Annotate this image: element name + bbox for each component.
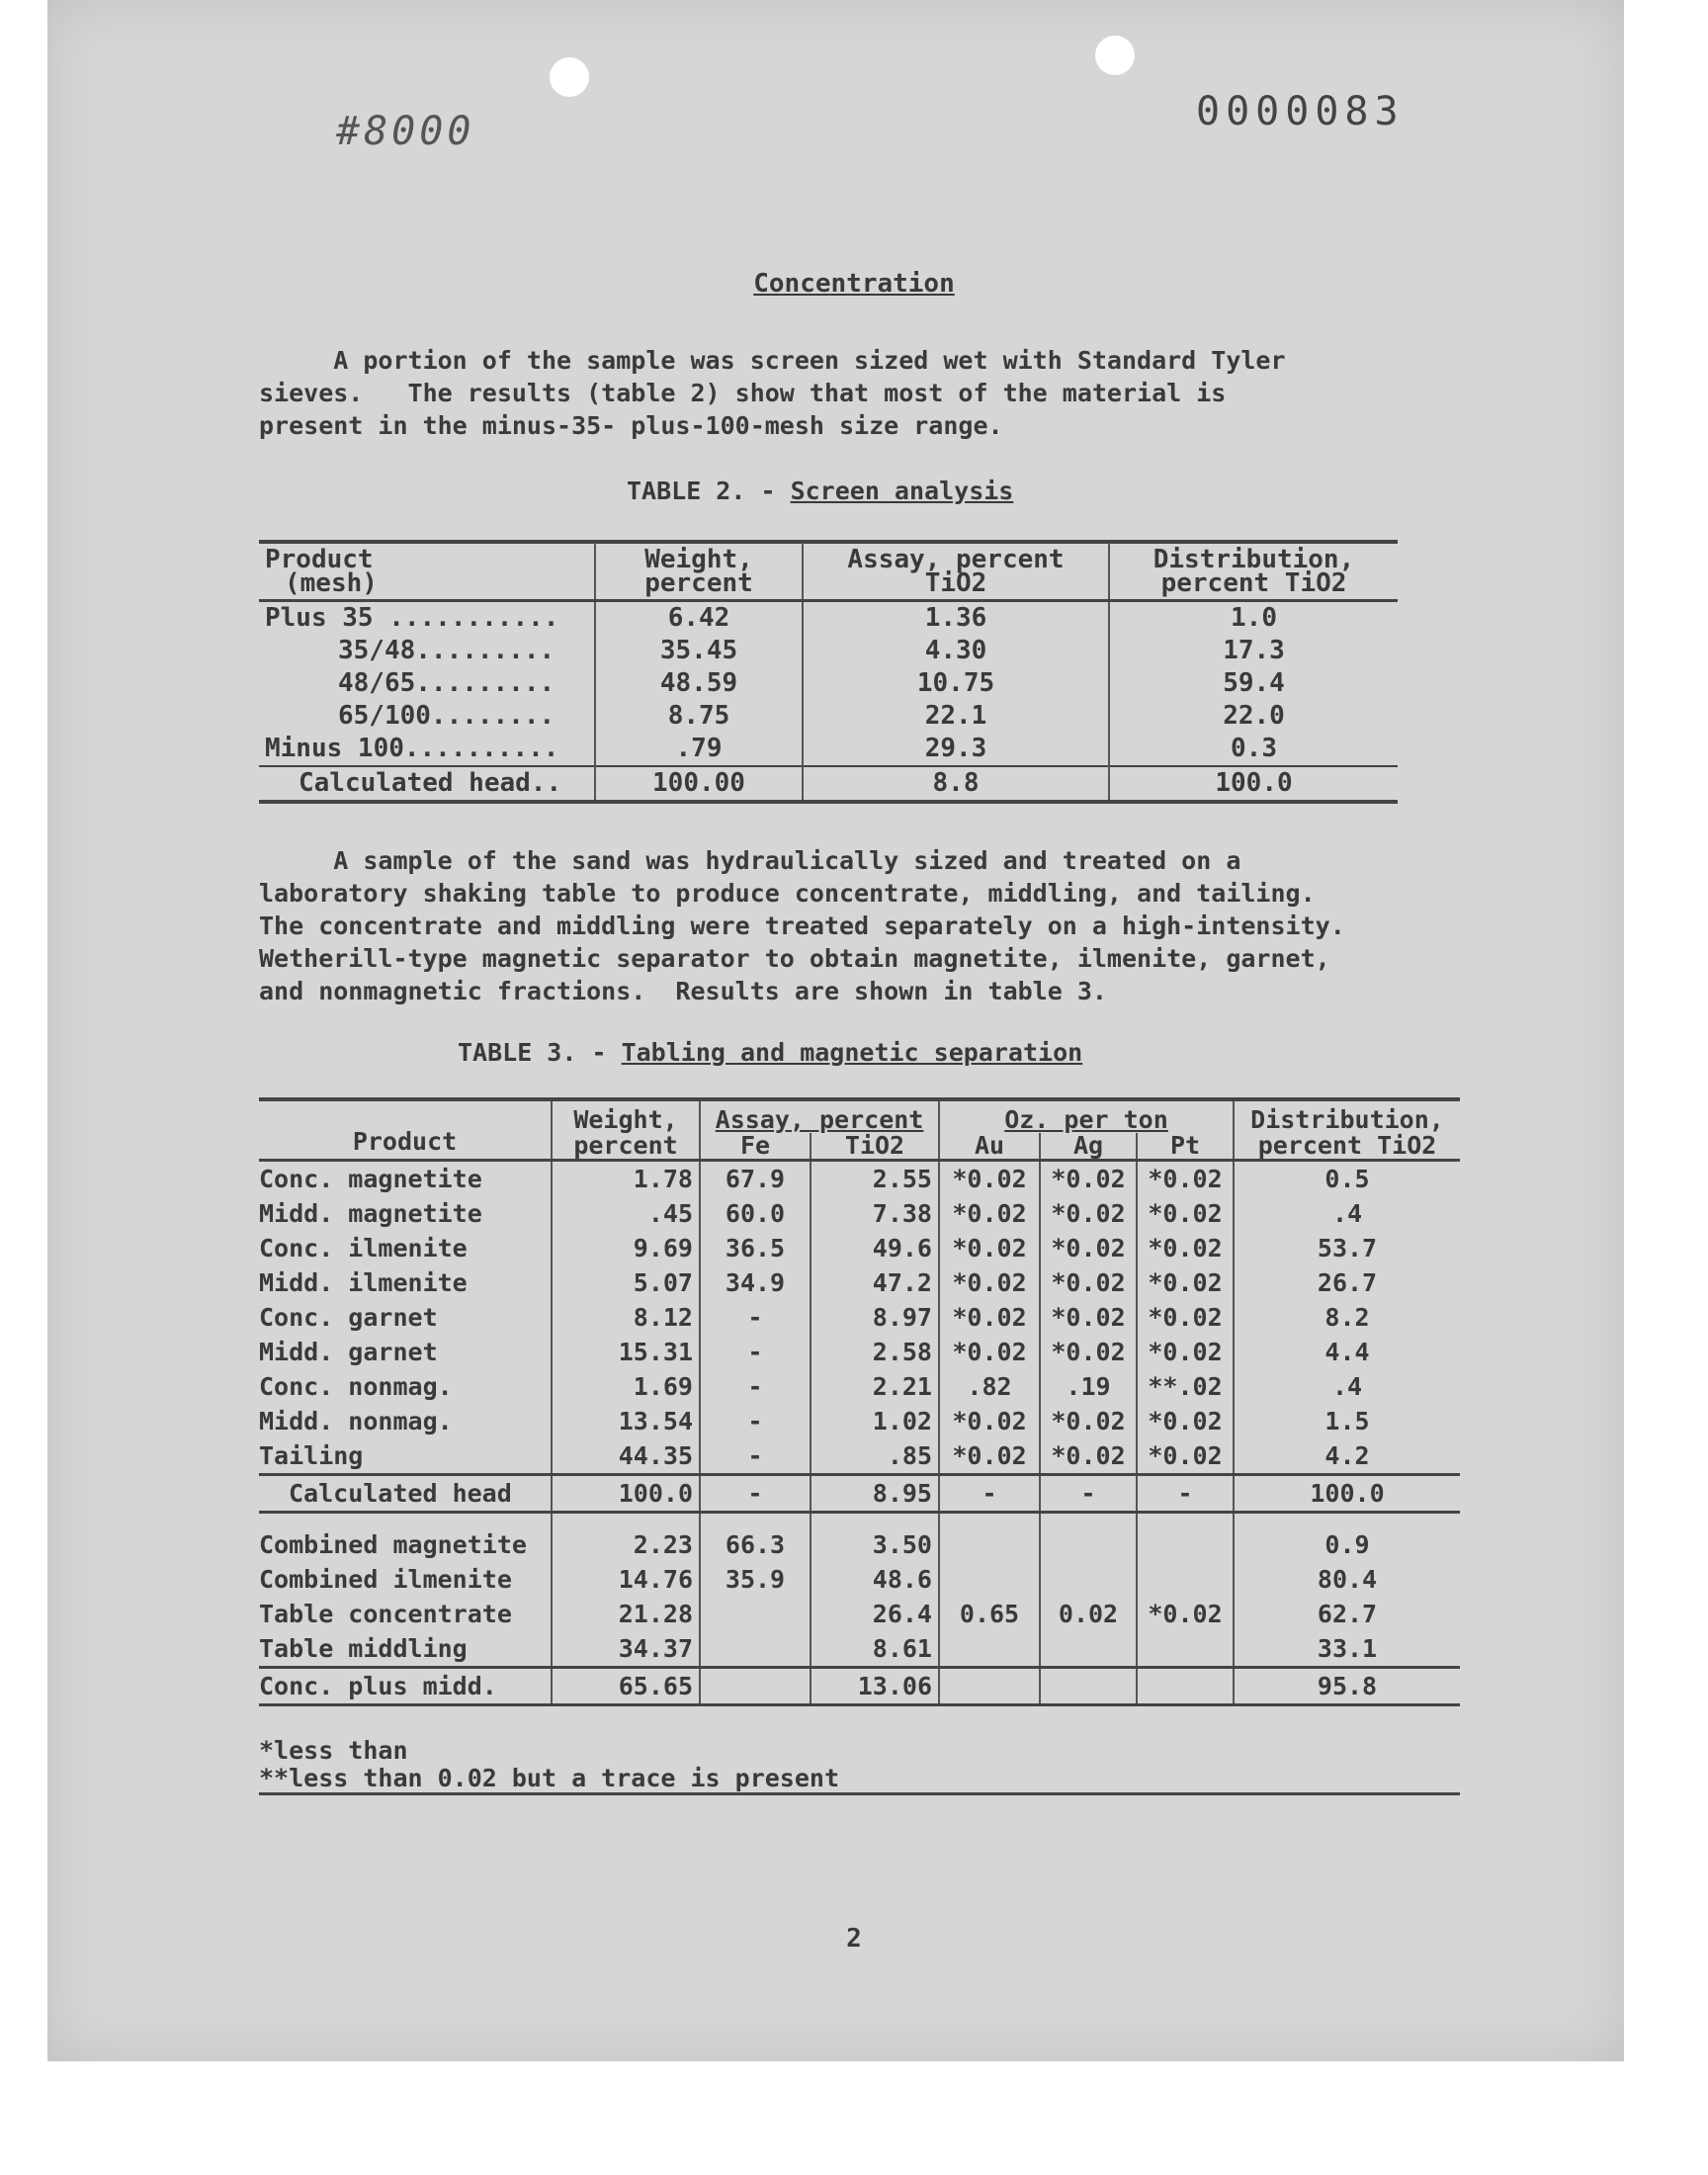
table-row — [259, 601, 1398, 636]
paragraph-line: A sample of the sand was hydraulically sized and treated on a — [259, 846, 1241, 875]
cell-product: Midd. nonmag. — [259, 1407, 453, 1436]
cell-ag: 0.02 — [1040, 1597, 1137, 1631]
cell-ag — [1040, 1631, 1137, 1668]
page-id: 0000083 — [1196, 89, 1405, 134]
cell-distribution: 4.4 — [1234, 1335, 1460, 1369]
cell-weight: 44.35 — [552, 1438, 700, 1475]
footnote: *less than — [259, 1736, 408, 1765]
paragraph-1 — [259, 344, 1286, 442]
cell-pt: *0.02 — [1137, 1300, 1234, 1335]
table-row — [259, 733, 1398, 766]
cell-product: Midd. magnetite — [259, 1199, 482, 1228]
cell-au: *0.02 — [939, 1265, 1040, 1300]
cell-product: Conc. garnet — [259, 1303, 438, 1332]
cell-ag: - — [1040, 1475, 1137, 1513]
total-row — [259, 1668, 1460, 1705]
cell-pt: *0.02 — [1137, 1438, 1234, 1475]
tabling-separation-table — [259, 1097, 1460, 1706]
punch-hole — [550, 57, 589, 97]
cell-distribution: 80.4 — [1234, 1562, 1460, 1597]
cell-product: Conc. plus midd. — [259, 1672, 497, 1700]
cell-tio2: 2.21 — [811, 1369, 939, 1404]
cell-distribution: 0.3 — [1109, 733, 1398, 766]
cell-product: Plus 35 ........... — [265, 603, 559, 633]
paragraph-line: and nonmagnetic fractions. Results are shown in table 3. — [259, 977, 1107, 1005]
cell-tio2: 2.58 — [811, 1335, 939, 1369]
table-row — [259, 1527, 1460, 1562]
cell-assay: 1.36 — [803, 601, 1109, 636]
table-row — [259, 1196, 1460, 1231]
cell-product: Conc. magnetite — [259, 1165, 482, 1193]
header-weight: Weight, percent — [595, 542, 803, 601]
cell-weight: 100.0 — [552, 1475, 700, 1513]
cell-product: 35/48......... — [338, 636, 555, 665]
cell-fe: 35.9 — [700, 1562, 811, 1597]
cell-distribution: 33.1 — [1234, 1631, 1460, 1668]
cell-fe: 66.3 — [700, 1527, 811, 1562]
cell-weight: 8.75 — [595, 700, 803, 733]
cell-weight: 35.45 — [595, 635, 803, 667]
cell-pt: *0.02 — [1137, 1161, 1234, 1197]
header-ag: Ag — [1040, 1133, 1137, 1161]
handwritten-id: #8000 — [336, 109, 475, 154]
cell-tio2: 26.4 — [811, 1597, 939, 1631]
cell-weight: 65.65 — [552, 1668, 700, 1705]
cell-weight: 1.69 — [552, 1369, 700, 1404]
cell-au: *0.02 — [939, 1438, 1040, 1475]
table-row — [259, 1335, 1460, 1369]
cell-distribution: .4 — [1234, 1196, 1460, 1231]
table-header-row — [259, 542, 1398, 601]
table-row — [259, 1597, 1460, 1631]
cell-distribution: 0.5 — [1234, 1161, 1460, 1197]
cell-distribution: 0.9 — [1234, 1527, 1460, 1562]
cell-distribution: 26.7 — [1234, 1265, 1460, 1300]
cell-tio2: 7.38 — [811, 1196, 939, 1231]
cell-pt — [1137, 1631, 1234, 1668]
cell-pt: *0.02 — [1137, 1335, 1234, 1369]
cell-ag: *0.02 — [1040, 1438, 1137, 1475]
spacer-row — [259, 1513, 1460, 1528]
footnote: **less than 0.02 but a trace is present — [259, 1764, 839, 1792]
cell-fe: 60.0 — [700, 1196, 811, 1231]
cell-ag: *0.02 — [1040, 1196, 1137, 1231]
cell-au: - — [939, 1475, 1040, 1513]
cell-pt: *0.02 — [1137, 1597, 1234, 1631]
spacer-cell — [811, 1513, 939, 1528]
cell-au: *0.02 — [939, 1335, 1040, 1369]
paragraph-line: The concentrate and middling were treated separately on a high-intensity. — [259, 912, 1345, 940]
spacer-cell — [1040, 1513, 1137, 1528]
cell-distribution: 17.3 — [1109, 635, 1398, 667]
cell-distribution: 22.0 — [1109, 700, 1398, 733]
screen-analysis-table — [259, 540, 1398, 804]
cell-fe: 67.9 — [700, 1161, 811, 1197]
paragraph-line: A portion of the sample was screen sized wet with Standard Tyler — [259, 346, 1286, 375]
table-row — [259, 667, 1398, 700]
caption-title: Tabling and magnetic separation — [621, 1038, 1083, 1067]
cell-product: Calculated head — [289, 1479, 512, 1508]
spacer-cell — [259, 1513, 552, 1528]
header-fe: Fe — [700, 1133, 811, 1161]
cell-au — [939, 1631, 1040, 1668]
table-row — [259, 1231, 1460, 1265]
paragraph-line: present in the minus-35- plus-100-mesh size range. — [259, 411, 1003, 440]
cell-ag: *0.02 — [1040, 1404, 1137, 1438]
paragraph-line: sieves. The results (table 2) show that most of the material is — [259, 379, 1227, 407]
cell-tio2: 48.6 — [811, 1562, 939, 1597]
footnotes — [259, 1737, 1460, 1795]
cell-ag — [1040, 1527, 1137, 1562]
cell-ag — [1040, 1668, 1137, 1705]
header-tio2: TiO2 — [811, 1133, 939, 1161]
cell-weight: .45 — [552, 1196, 700, 1231]
cell-tio2: .85 — [811, 1438, 939, 1475]
header-oz-per-ton: Oz. per ton — [939, 1099, 1234, 1133]
table-row — [259, 700, 1398, 733]
cell-weight: 48.59 — [595, 667, 803, 700]
cell-distribution: 100.0 — [1109, 766, 1398, 802]
caption-prefix: TABLE 2. - — [627, 477, 791, 505]
header-product: Product (mesh) — [265, 545, 378, 598]
table-row — [259, 635, 1398, 667]
cell-tio2: 8.95 — [811, 1475, 939, 1513]
cell-fe: 36.5 — [700, 1231, 811, 1265]
cell-distribution: 1.5 — [1234, 1404, 1460, 1438]
spacer-cell — [1137, 1513, 1234, 1528]
cell-product: Conc. ilmenite — [259, 1234, 468, 1262]
header-assay: Assay, percent — [700, 1099, 939, 1133]
cell-weight: 100.00 — [595, 766, 803, 802]
cell-ag: *0.02 — [1040, 1335, 1137, 1369]
cell-fe — [700, 1597, 811, 1631]
table-row — [259, 1161, 1460, 1197]
table-2-caption — [627, 477, 1013, 505]
paragraph-2 — [259, 844, 1345, 1007]
cell-fe: 34.9 — [700, 1265, 811, 1300]
cell-au: 0.65 — [939, 1597, 1040, 1631]
cell-fe — [700, 1668, 811, 1705]
cell-assay: 29.3 — [803, 733, 1109, 766]
header-distribution: Distribution, percent TiO2 — [1109, 542, 1398, 601]
cell-ag: *0.02 — [1040, 1231, 1137, 1265]
cell-fe: - — [700, 1300, 811, 1335]
cell-weight: 15.31 — [552, 1335, 700, 1369]
cell-au — [939, 1527, 1040, 1562]
table-row — [259, 1300, 1460, 1335]
cell-product: Combined magnetite — [259, 1530, 527, 1559]
cell-pt: - — [1137, 1475, 1234, 1513]
cell-product: Midd. garnet — [259, 1338, 438, 1366]
cell-product: Calculated head.. — [299, 768, 562, 798]
table-3-caption — [458, 1038, 1082, 1067]
cell-fe: - — [700, 1438, 811, 1475]
cell-assay: 8.8 — [803, 766, 1109, 802]
cell-tio2: 49.6 — [811, 1231, 939, 1265]
cell-product: Conc. nonmag. — [259, 1372, 453, 1401]
cell-weight: .79 — [595, 733, 803, 766]
cell-au: *0.02 — [939, 1231, 1040, 1265]
cell-tio2: 8.61 — [811, 1631, 939, 1668]
cell-weight: 13.54 — [552, 1404, 700, 1438]
punch-hole — [1095, 36, 1135, 75]
cell-distribution: 100.0 — [1234, 1475, 1460, 1513]
table-row — [259, 1631, 1460, 1668]
cell-weight: 2.23 — [552, 1527, 700, 1562]
cell-au: *0.02 — [939, 1196, 1040, 1231]
cell-distribution: .4 — [1234, 1369, 1460, 1404]
cell-pt — [1137, 1668, 1234, 1705]
cell-pt: *0.02 — [1137, 1265, 1234, 1300]
paragraph-line: laboratory shaking table to produce concentrate, middling, and tailing. — [259, 879, 1316, 908]
cell-distribution: 59.4 — [1109, 667, 1398, 700]
cell-fe: - — [700, 1475, 811, 1513]
spacer-cell — [939, 1513, 1040, 1528]
caption-prefix: TABLE 3. - — [458, 1038, 622, 1067]
cell-distribution: 4.2 — [1234, 1438, 1460, 1475]
cell-tio2: 47.2 — [811, 1265, 939, 1300]
cell-distribution: 53.7 — [1234, 1231, 1460, 1265]
cell-pt: *0.02 — [1137, 1196, 1234, 1231]
page-number: 2 — [846, 1924, 862, 1954]
spacer-cell — [700, 1513, 811, 1528]
header-au: Au — [939, 1133, 1040, 1161]
table-row — [259, 1265, 1460, 1300]
cell-product: Minus 100.......... — [265, 734, 559, 763]
cell-au: .82 — [939, 1369, 1040, 1404]
spacer-cell — [552, 1513, 700, 1528]
cell-au — [939, 1668, 1040, 1705]
cell-product: 48/65......... — [338, 668, 555, 698]
cell-fe — [700, 1631, 811, 1668]
cell-au: *0.02 — [939, 1161, 1040, 1197]
cell-ag — [1040, 1562, 1137, 1597]
table-row — [259, 1404, 1460, 1438]
cell-tio2: 1.02 — [811, 1404, 939, 1438]
cell-product: Combined ilmenite — [259, 1565, 512, 1594]
cell-weight: 34.37 — [552, 1631, 700, 1668]
cell-weight: 14.76 — [552, 1562, 700, 1597]
cell-ag: *0.02 — [1040, 1265, 1137, 1300]
cell-distribution: 95.8 — [1234, 1668, 1460, 1705]
cell-weight: 5.07 — [552, 1265, 700, 1300]
cell-pt: **.02 — [1137, 1369, 1234, 1404]
cell-ag: *0.02 — [1040, 1300, 1137, 1335]
cell-weight: 6.42 — [595, 601, 803, 636]
cell-fe: - — [700, 1404, 811, 1438]
cell-fe: - — [700, 1335, 811, 1369]
cell-au: *0.02 — [939, 1300, 1040, 1335]
header-assay: Assay, percent TiO2 — [803, 542, 1109, 601]
cell-product: Table concentrate — [259, 1600, 512, 1628]
cell-weight: 21.28 — [552, 1597, 700, 1631]
table-row — [259, 1438, 1460, 1475]
cell-weight: 8.12 — [552, 1300, 700, 1335]
paragraph-line: Wetherill-type magnetic separator to obtain magnetite, ilmenite, garnet, — [259, 944, 1330, 973]
cell-tio2: 3.50 — [811, 1527, 939, 1562]
cell-assay: 22.1 — [803, 700, 1109, 733]
cell-ag: *0.02 — [1040, 1161, 1137, 1197]
cell-weight: 1.78 — [552, 1161, 700, 1197]
cell-tio2: 13.06 — [811, 1668, 939, 1705]
table-row — [259, 1369, 1460, 1404]
cell-pt — [1137, 1562, 1234, 1597]
cell-tio2: 8.97 — [811, 1300, 939, 1335]
head-row — [259, 1475, 1460, 1513]
cell-au: *0.02 — [939, 1404, 1040, 1438]
cell-pt: *0.02 — [1137, 1231, 1234, 1265]
cell-distribution: 1.0 — [1109, 601, 1398, 636]
cell-assay: 4.30 — [803, 635, 1109, 667]
cell-assay: 10.75 — [803, 667, 1109, 700]
cell-tio2: 2.55 — [811, 1161, 939, 1197]
table-row — [259, 1562, 1460, 1597]
cell-pt — [1137, 1527, 1234, 1562]
cell-fe: - — [700, 1369, 811, 1404]
cell-product: Table middling — [259, 1634, 468, 1663]
header-distribution: Distribution, percent TiO2 — [1234, 1099, 1460, 1161]
section-title: Concentration — [753, 269, 955, 299]
cell-product: Tailing — [259, 1441, 364, 1470]
cell-pt: *0.02 — [1137, 1404, 1234, 1438]
table-header-row — [259, 1099, 1460, 1133]
cell-distribution: 8.2 — [1234, 1300, 1460, 1335]
caption-title: Screen analysis — [790, 477, 1014, 505]
cell-ag: .19 — [1040, 1369, 1137, 1404]
header-product: Product — [352, 1127, 458, 1156]
total-row — [259, 766, 1398, 802]
cell-product: Midd. ilmenite — [259, 1268, 468, 1297]
cell-au — [939, 1562, 1040, 1597]
spacer-cell — [1234, 1513, 1460, 1528]
cell-distribution: 62.7 — [1234, 1597, 1460, 1631]
cell-weight: 9.69 — [552, 1231, 700, 1265]
cell-product: 65/100........ — [338, 701, 555, 731]
header-weight: Weight, percent — [552, 1099, 700, 1161]
header-pt: Pt — [1137, 1133, 1234, 1161]
